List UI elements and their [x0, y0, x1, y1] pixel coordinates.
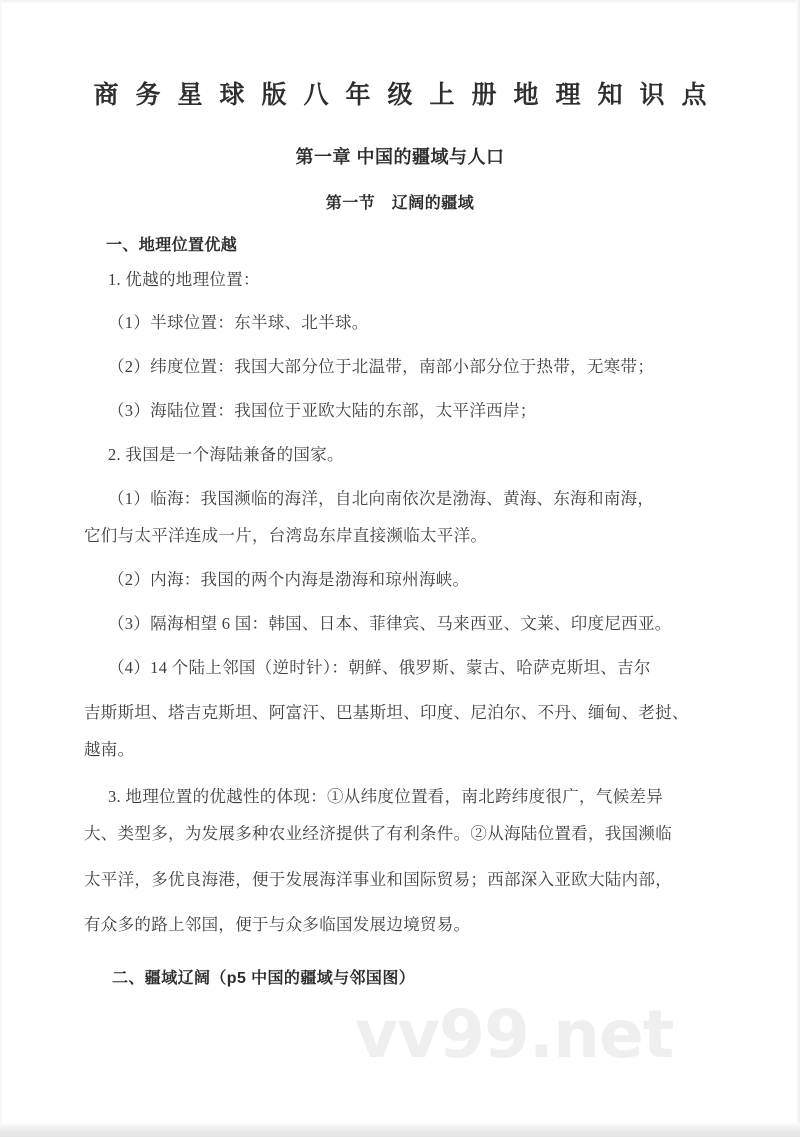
body-line: 3. 地理位置的优越性的体现：①从纬度位置看，南北跨纬度很广，气候差异 [108, 787, 663, 806]
body-line: （4）14 个陆上邻国（逆时针）：朝鲜、俄罗斯、蒙古、哈萨克斯坦、吉尔 [108, 658, 651, 677]
body-line: 有众多的路上邻国，便于与众多临国发展边境贸易。 [84, 915, 471, 934]
page-edge-top [0, 0, 800, 3]
body-line: 大、类型多，为发展多种农业经济提供了有利条件。②从海陆位置看，我国濒临 [84, 824, 672, 843]
body-line: （1）临海：我国濒临的海洋，自北向南依次是渤海、黄海、东海和南海， [108, 489, 655, 508]
body-line: 越南。 [84, 740, 135, 759]
body-line: 1. 优越的地理位置： [108, 270, 260, 289]
body-line: 2. 我国是一个海陆兼备的国家。 [108, 445, 344, 464]
site-watermark: vv99.net [355, 996, 674, 1073]
body-line: （3）隔海相望 6 国：韩国、日本、菲律宾、马来西亚、文莱、印度尼西亚。 [108, 614, 672, 633]
body-line: （1）半球位置：东半球、北半球。 [108, 313, 369, 332]
body-line: 它们与太平洋连成一片，台湾岛东岸直接濒临太平洋。 [84, 526, 488, 545]
body-line: （3）海陆位置：我国位于亚欧大陆的东部，太平洋西岸； [108, 401, 537, 420]
page-title: 商务星球版八年级上册地理知识点 [93, 82, 724, 109]
body-line: （2）内海：我国的两个内海是渤海和琼州海峡。 [108, 570, 470, 589]
page-edge-bottom [0, 1123, 800, 1137]
chapter-heading: 第一章 中国的疆域与人口 [295, 147, 505, 167]
page-edge-right [796, 0, 800, 1137]
body-line: 吉斯斯坦、塔吉克斯坦、阿富汗、巴基斯坦、印度、尼泊尔、不丹、缅甸、老挝、 [84, 703, 689, 722]
sub-heading-geographic-position: 一、地理位置优越 [106, 237, 238, 254]
body-line: 太平洋，多优良海港，便于发展海洋事业和国际贸易；西部深入亚欧大陆内部， [84, 870, 672, 889]
sub-heading-vast-territory: 二、疆域辽阔（p5 中国的疆域与邻国图） [112, 970, 416, 987]
page-edge-left [0, 0, 2, 1137]
body-line: （2）纬度位置：我国大部分位于北温带，南部小部分位于热带，无寒带； [108, 357, 655, 376]
section-heading: 第一节 辽阔的疆域 [325, 195, 475, 212]
